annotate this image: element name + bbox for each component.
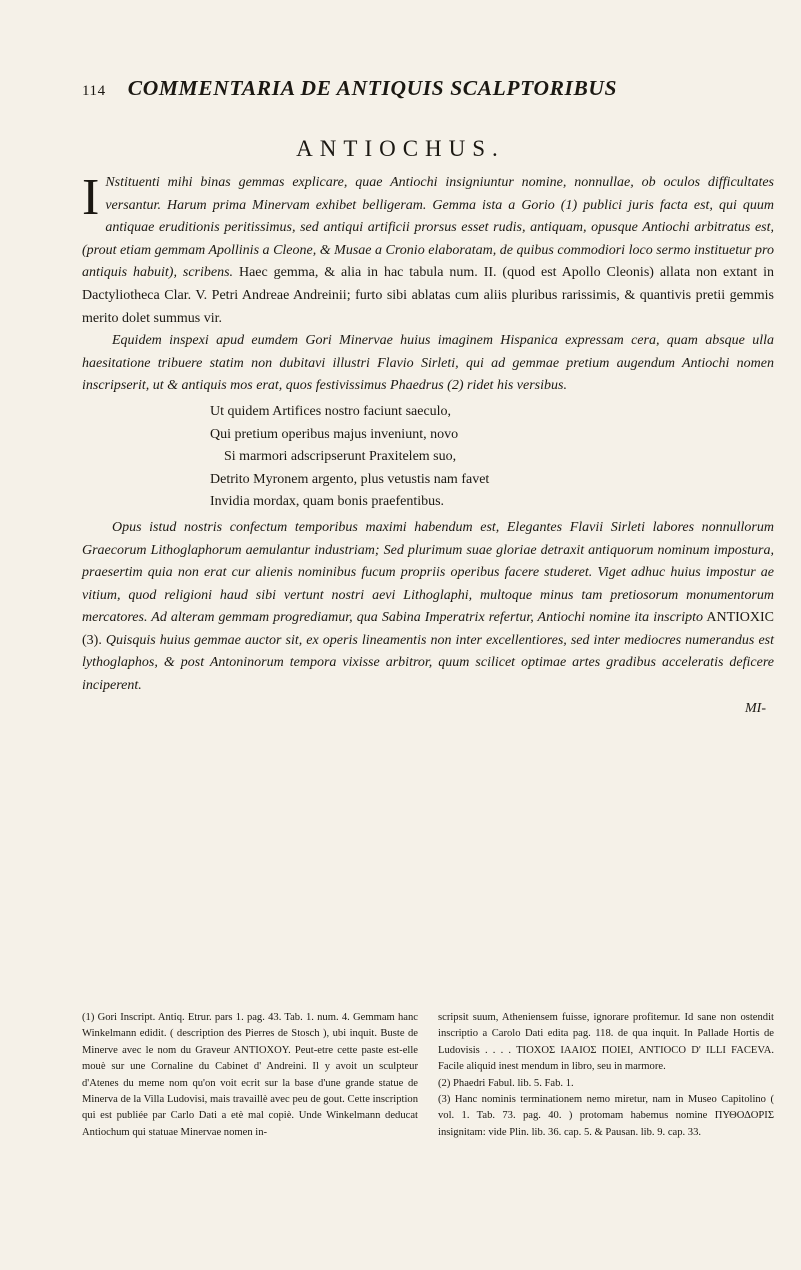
footnotes-right-column xyxy=(438,1010,774,1141)
footnotes xyxy=(82,1010,774,1141)
paragraph-3-text-a: Opus istud nostris confectum temporibus maximi habendum est, Elegantes Flavii Sirleti labores nonnullorum Graecorum Lithoglaphorum aemulantur industriam; Sed plurimum suae gloriae detraxit antiquorum nominum impostura, praesertim quia non erat cur alienis nominibus fucum propriis operibus facere studeret. Viget adhuc huius impostur ae vitium, quod religioni haud sibi vertunt nostri aevi Lithoglaphi, multoque minus tam pretiosorum monumentorum mercatores. Ad alteram gemmam progrediamur, qua Sabina Imperatrix refertur, Antiochi nomine ita inscripto xyxy=(82,519,774,626)
verse-line: Detrito Myronem argento, plus vetustis nam favet xyxy=(210,471,490,487)
verse-line: Ut quidem Artifices nostro faciunt saeculo, xyxy=(210,403,452,419)
paragraph-3-text-b: Quisquis huius gemmae auctor sit, ex operis lineamentis non inter excellentiores, sed inter mediocres numerandus est lythoglaphos, & post Antoninorum tempora vixisse arbitror, quum scilicet optimae artes gradibus acceleratis deficere inciperent. xyxy=(82,632,774,694)
paragraph-1-italic-text: Nstituenti mihi binas gemmas explicare, quae Antiochi insigniuntur nomine, nonnullae, ob oculos difficultates versantur. Harum prima Minervam exhibet belligeram. Gemma ista a Gorio (1) publici juris facta est, qui quum antiquae eruditionis peritissimus, sed antiqui artificii prorsus esset rudis, antiquam, opusque Antiochi arbitratus est, (prout etiam gemmam Apollinis a Cleone, & Musae a Cronio elaboratam, de quibus commodiori loco sermo instituetur pro antiquis habuit), scribens. xyxy=(82,175,774,281)
paragraph-2: Equidem inspexi apud eumdem Gori Minervae huius imaginem Hispanica expressam cera, quam absque ulla haesitatione tribuere statim non dubitavi illustri Flavio Sirleti, qui ad gemmae pretium augendum Antiochi nomen inscripserit, ut & antiquis mos erat, quos festivissimus Phaedrus (2) ridet his versibus. xyxy=(82,333,774,394)
verse-line: Invidia mordax, quam bonis praefentibus. xyxy=(210,494,445,510)
chapter-title: ANTIOCHUS. xyxy=(296,136,505,161)
footnotes-left-column xyxy=(82,1010,418,1141)
page-number: 114 xyxy=(82,83,106,99)
catchword: MI- xyxy=(745,700,766,716)
running-title: COMMENTARIA DE ANTIQUIS SCALPTORIBUS xyxy=(127,76,618,100)
greek-inscription: ANTIOXIC (3). xyxy=(82,610,774,648)
footnote-2: (2) Phaedri Fabul. lib. 5. Fab. 1. xyxy=(438,1077,574,1089)
footnote-1-continued: scripsit suum, Atheniensem fuisse, ignorare profitemur. Id sane non ostendit inscriptio a Carolo Dati edita pag. 118. de qua inquit. In Pallade Hortis de Ludovisis . . . . TIOXOΣ IAAIOΣ ΠΟΙΕΙ, ANTIOCO D' ILLI FACEVA. Facile aliquid inest mendum in libro, seu in marmore. xyxy=(438,1012,774,1073)
paragraph-1 xyxy=(82,169,774,330)
phaedrus-verses xyxy=(210,401,774,514)
footnote-3: (3) Hanc nominis terminationem nemo miretur, nam in Museo Capitolino ( vol. 1. Tab. 73. pag. 40. ) protomam habemus nomine ΠΥΘΟΔΟΡΙΣ insignitam: vide Plin. lib. 36. cap. 5. & Pausan. lib. 9. cap. 33. xyxy=(438,1094,774,1138)
verse-line: Si marmori adscripserunt Praxitelem suo, xyxy=(224,449,457,465)
main-text xyxy=(82,169,774,720)
paragraph-3 xyxy=(82,517,774,698)
page-header xyxy=(82,76,772,101)
drop-capital: I xyxy=(82,169,100,226)
footnote-1: (1) Gori Inscript. Antiq. Etrur. pars 1. pag. 43. Tab. 1. num. 4. Gemmam hanc Winkelmann edidit. ( description des Pierres de Stosch ), ubi inquit. Buste de Minerve avec le nom du Graveur ANTIOXOY. Peut-etre cette paste est-elle mouè sur une Cornaline du Cabinet d' Andreini. Il y avoit un sculpteur d'Atenes du meme nom qu'on voit ecrit sur la base d'une grande statue de Minerva de la Villa Ludovisi, mais travaillè avec peu de gout. Cette inscription qui est publiée par Carlo Dati a etè mal copiè. Unde Winkelmann deducat Antiochum qui statuae Minervae nomen in- xyxy=(82,1012,418,1138)
paragraph-1-roman-text: Haec gemma, & alia in hac tabula num. II. (quod est Apollo Cleonis) allata non extant in Dactyliotheca Clar. V. Petri Andreae Andreinii; furto sibi ablatas cum aliis pluribus rarissimis, & quantivis pretii gemmis merito dolet summus vir. xyxy=(82,265,774,326)
verse-line: Qui pretium operibus majus inveniunt, novo xyxy=(210,426,459,442)
